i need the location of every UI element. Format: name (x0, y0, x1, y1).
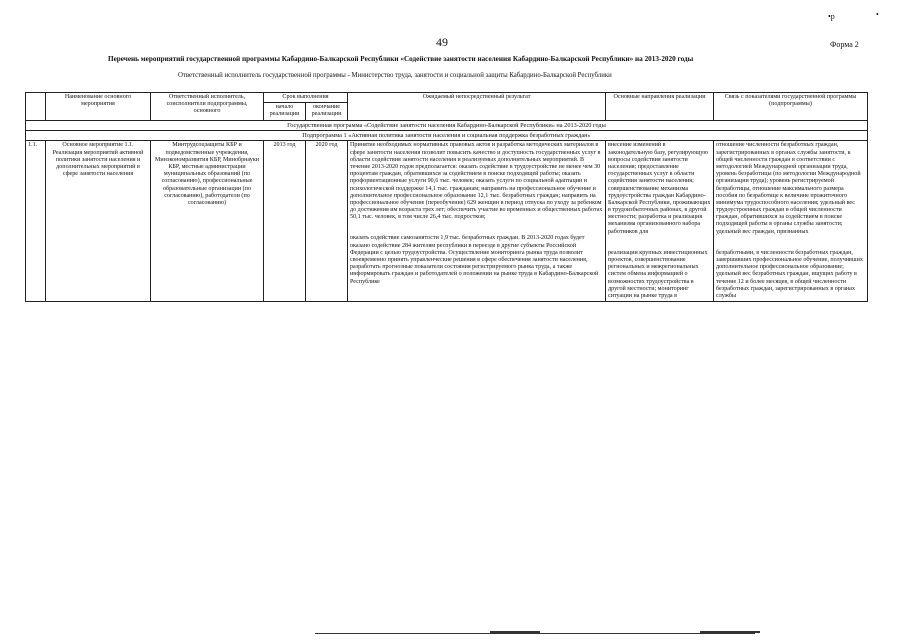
subprogram-row (26, 130, 868, 140)
header-end: окончание реализации (306, 103, 348, 120)
corner-mark-dot: • (876, 10, 879, 19)
executors: Минтрудсоцзащиты КБР и подведомственные учреждения, Минэкономразвития КБР, Минобрнауки КБР, местные администрации муниципальных образований (по согласованию), профессиональные образовательные организации (по согласованию), работодатели (по согласованию) (151, 141, 264, 302)
header-measure-name: Наименование основного мероприятия (46, 93, 151, 121)
bottom-scan-mark (490, 631, 540, 633)
header-result: Ожидаемый непосредственный результат (348, 93, 606, 121)
expected-result-part-2: оказать содействие самозанятости 1,9 тыс. безработных граждан. В 2013-2020 годах будет оказано содействие 284 жителям республики в переезде в другие субъекты Российской Федерации с целью трудоустройства. Осуществление мониторинга рынка труда позволит своевременно принять управленческие решения в сфере обеспечения занятости населения, разработать прогнозные показатели состояния регистрируемого рынка труда, а также информировать граждан и работодателей о положении на рынке труда в Кабардино-Балкарской Республике (350, 235, 599, 285)
table-row (26, 141, 868, 302)
directions-part-2: реализации крупных инвестиционных проектов, совершенствование региональных и межрегиональных систем обмена информацией о возможностях трудоустройства в другой местности; мониторинг ситуации на рынке труда в (608, 249, 708, 299)
end-year: 2020 год (306, 141, 348, 302)
bottom-scan-line (315, 633, 755, 634)
form-label: Форма 2 (830, 40, 859, 49)
header-start: начало реализации (264, 103, 306, 120)
expected-result (348, 141, 606, 302)
row-number: 1.1. (26, 141, 46, 302)
header-directions: Основные направления реализации (606, 93, 714, 121)
indicators (714, 141, 868, 302)
program-row (26, 120, 868, 130)
program-title: Государственная программа «Содействие занятости населения Кабардино-Балкарской Республики» на 2013-2020 годы (26, 120, 868, 130)
header-number (26, 93, 46, 121)
measure-name: Основное мероприятие 1.1. Реализация мероприятий активной политики занятости населения и дополнительных мероприятий в сфере занятости населения (46, 141, 151, 302)
header-executors: Ответственный исполнитель, соисполнители подпрограммы, основного (151, 93, 264, 121)
start-year: 2013 год (264, 141, 306, 302)
document-subtitle: Ответственный исполнитель государственной программы - Министерство труда, занятости и социальной защиты Кабардино-Балкарской Республики (178, 72, 612, 79)
subprogram-title: Подпрограмма 1 «Активная политика занятости населения и социальная поддержка безработных граждан» (26, 130, 868, 140)
document-title: Перечень мероприятий государственной программы Кабардино-Балкарской Республики «Содействие занятости населения Кабардино-Балкарской Республики» на 2013-2020 годы (108, 55, 694, 63)
indicators-part-2: безработными, в численности безработных граждан, завершивших профессиональное обучение, получивших дополнительное профессиональное образование; удельный вес безработных граждан, ищущих работу в течение 12 и более месяцев, в общей численности безработных граждан, зарегистрированных в органах службы (716, 249, 863, 299)
header-indicators: Связь с показателями государственной программы (подпрограммы) (714, 93, 868, 121)
page-number: 49 (436, 35, 448, 49)
header-row-1 (26, 93, 868, 103)
measures-table (25, 92, 868, 302)
directions (606, 141, 714, 302)
header-period: Срок выполнения (264, 93, 348, 103)
corner-mark: •р (828, 12, 835, 21)
expected-result-part-1: Принятие необходимых нормативных правовых актов и разработка методических материалов в сфере занятости населения позволит повысить качество и доступность государственных услуг в области содействия занятости населения и реализуемых дополнительных мероприятий. В течение 2013-2020 годов предполагается: оказать содействие в трудоустройстве не менее чем 30 процентам граждан, обратившихся за содействием в поиске подходящей работы; оказать профориентационные услуги 90,6 тыс. человек; оказать услуги по социальной адаптации и психологической поддержке 14,1 тыс. гражданам; направить на профессиональное обучение и дополнительное профессиональное образование 12,1 тыс. безработных граждан; направить на профессиональное обучение (переобучение) 629 женщин в период отпуска по уходу за ребенком до достижения им возраста трех лет; обеспечить участие во временных и общественных работах 50,1 тыс. человек, в том числе 26,4 тыс. подростков; (350, 142, 603, 221)
indicators-part-1: отношение численности безработных граждан, зарегистрированных в органах службы занятости, к общей численности граждан в соответствии с методологией Международной организации труда, уровень безработицы (по методологии Международной организации труда); уровень регистрируемой безработицы, отношение максимального размера пособия по безработице к величине прожиточного минимума трудоспособного населения; удельный вес трудоустроенных граждан в общей численности граждан, обратившихся за содействием в поиске подходящей работы в органы службы занятости; удельный вес граждан, признанных (716, 142, 861, 235)
bottom-scan-mark (700, 631, 760, 633)
directions-part-1: внесение изменений в законодательную базу, регулирующую вопросы содействия занятости населения; предоставление государственных услуг в области содействия занятости населения; совершенствование механизма трудоустройства граждан Кабардино-Балкарской Республики, проживающих в трудоизбыточных районах, в другой местности; разработка и реализация механизма организованного набора работников для (608, 142, 711, 235)
